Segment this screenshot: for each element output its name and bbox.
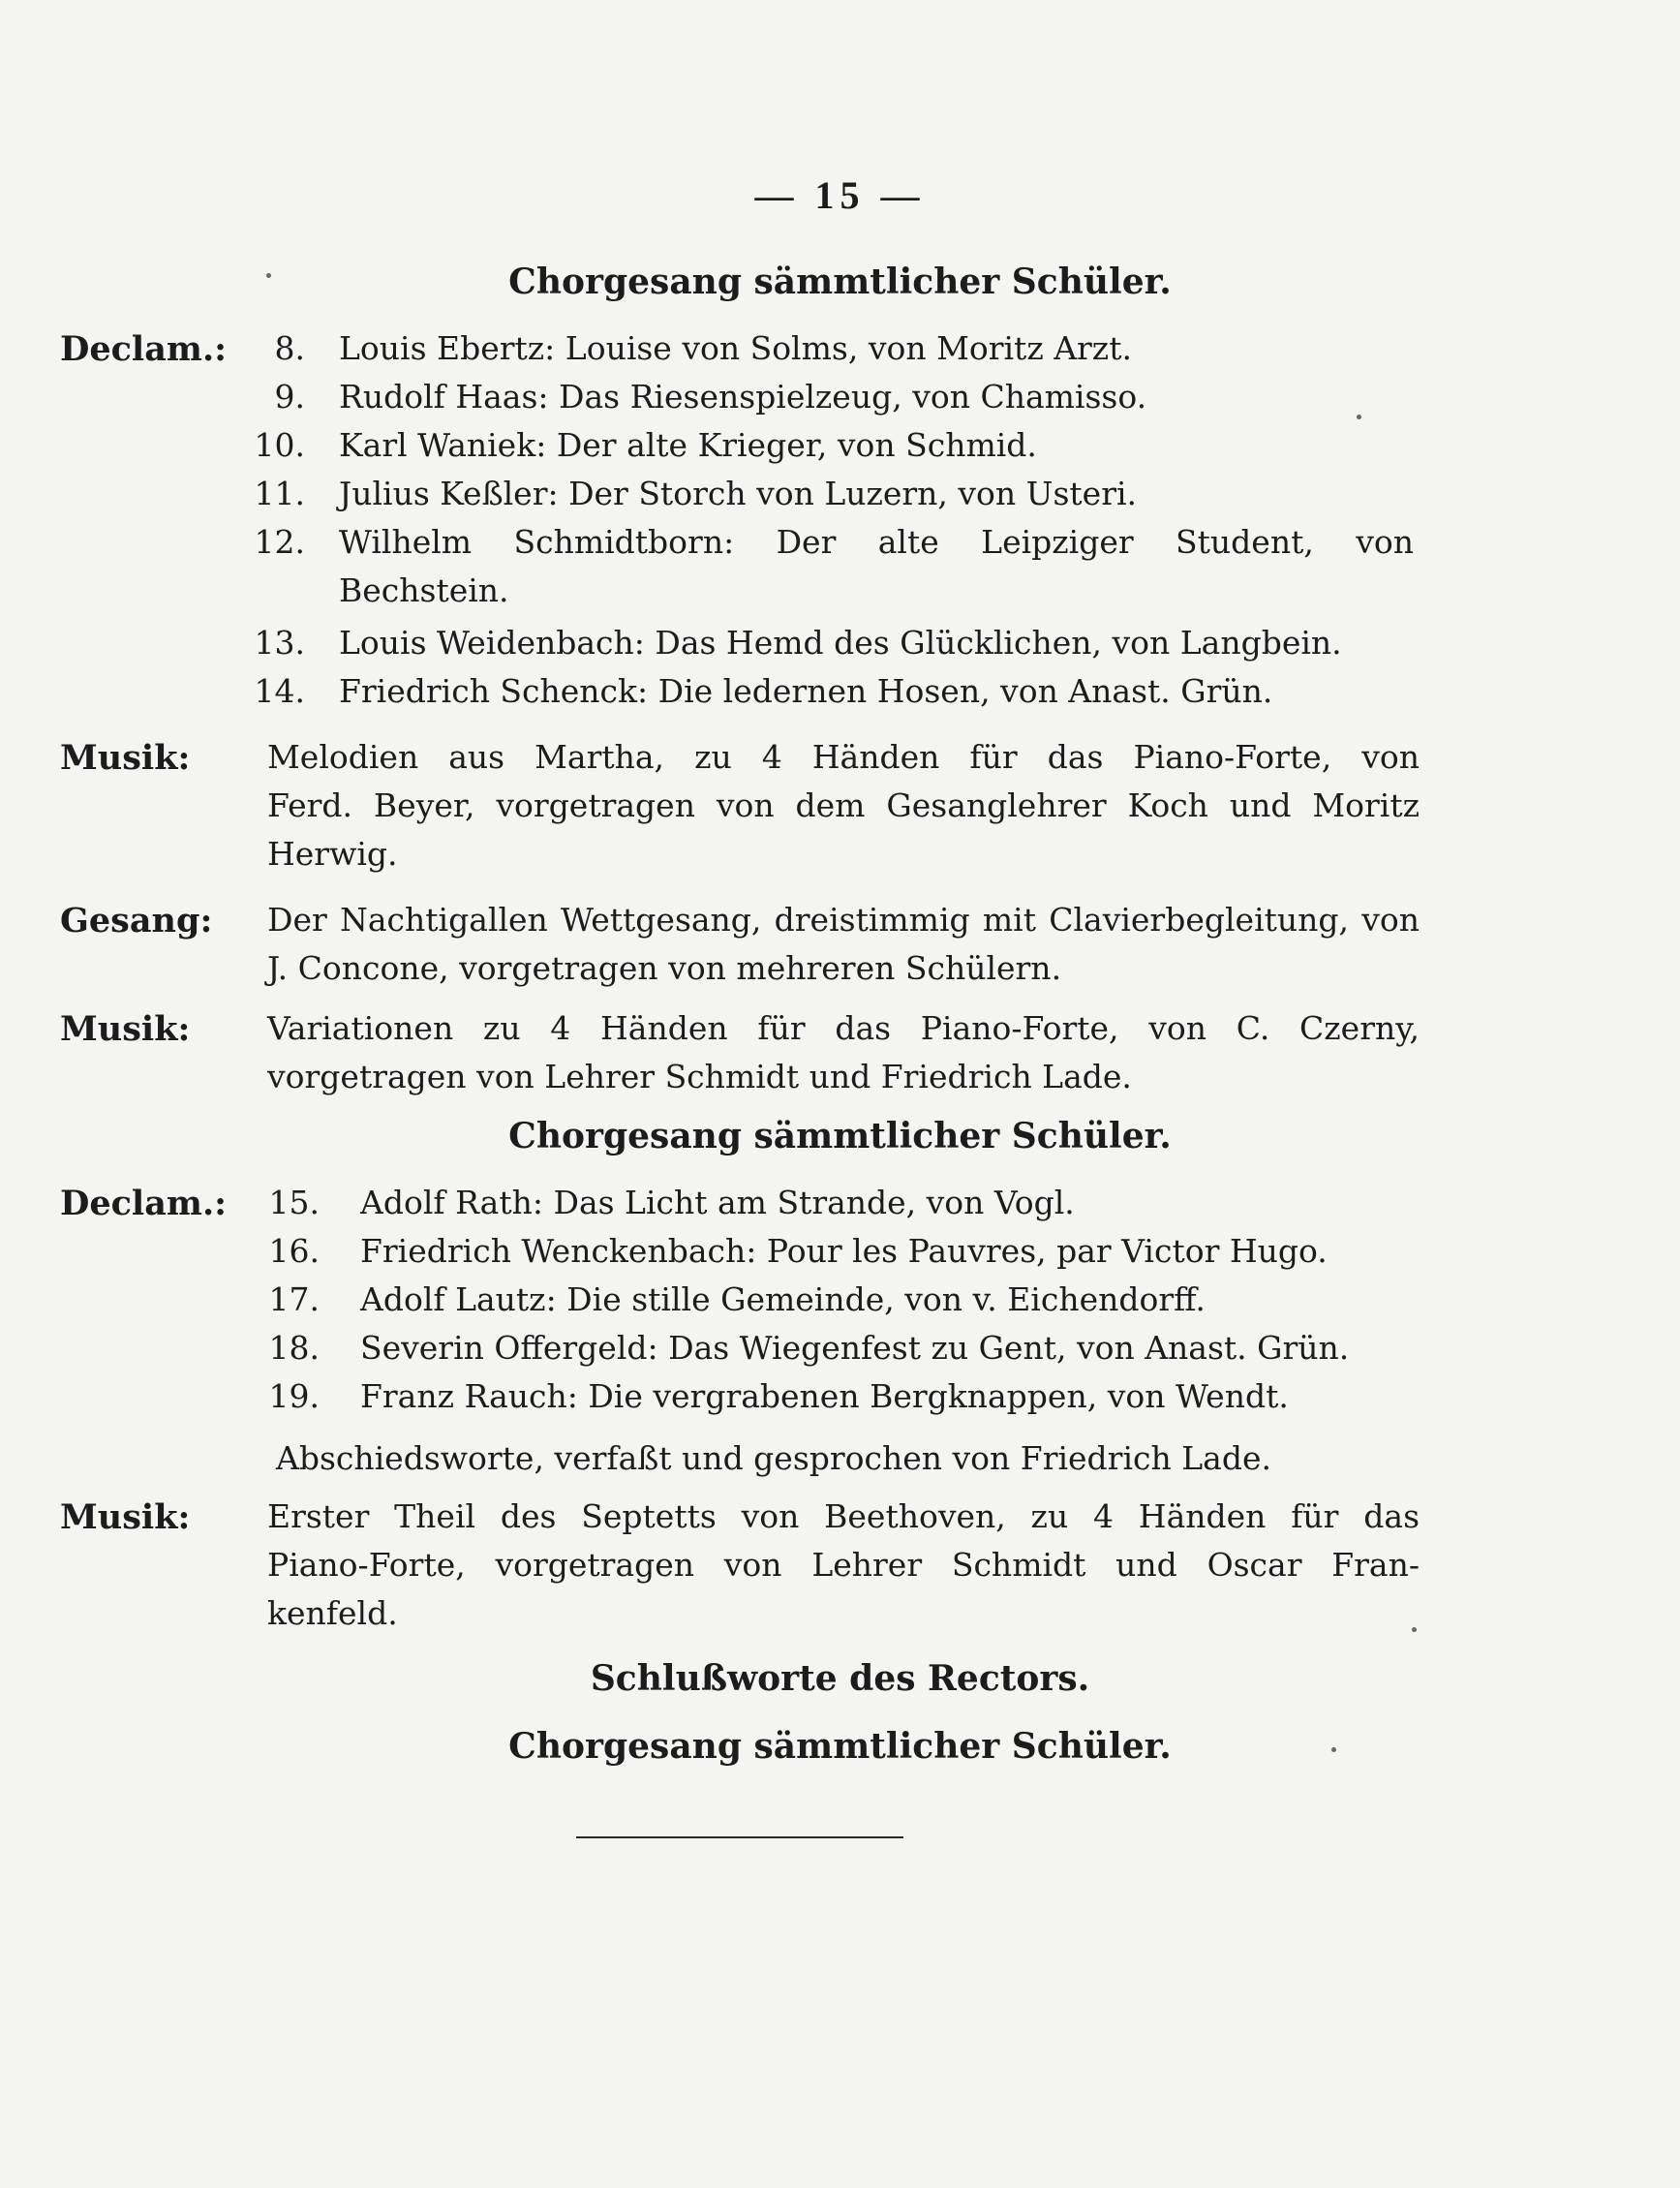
music-1-line-3: Herwig. [267,835,398,873]
declam-row-17: 17. Adolf Lautz: Die stille Gemeinde, von v. Eichendorff. [268,1280,1206,1318]
music-label-2: Musik: [60,1009,191,1049]
music-label-1: Musik: [60,738,191,778]
declam-row-19: 19. Franz Rauch: Die vergrabenen Bergknappen, von Wendt. [268,1377,1289,1415]
print-speck [1331,1747,1336,1752]
page-number: — 15 — [754,173,926,217]
print-speck [1357,415,1361,419]
heading-rector: Schlußworte des Rectors. [590,1658,1090,1699]
song-line-2: J. Concone, vorgetragen von mehreren Schülern. [267,949,1062,987]
declam-row-15: Declam.: 15. Adolf Rath: Das Licht am Strande, von Vogl. [60,1184,1075,1223]
declam-row-8: Declam.: 8. Louis Ebertz: Louise von Solms, von Moritz Arzt. [60,329,1132,369]
declam-row-10: 10. Karl Waniek: Der alte Krieger, von Schmid. [254,426,1037,464]
declam-row-18: 18. Severin Offergeld: Das Wiegenfest zu Gent, von Anast. Grün. [268,1329,1350,1367]
music-3-line-3: kenfeld. [267,1594,398,1632]
music-2-line-1: Musik: Variationen zu 4 Händen für das Piano-Forte, von C. Czerny, [60,1009,1420,1049]
music-1-line-2: Ferd. Beyer, vorgetragen von dem Gesanglehrer Koch und Moritz [267,786,1420,824]
declam-row-13: 13. Louis Weidenbach: Das Hemd des Glücklichen, von Langbein. [254,624,1342,662]
heading-choir-2: Chorgesang sämmtlicher Schüler. [508,1116,1172,1156]
music-2-line-2: vorgetragen von Lehrer Schmidt und Friedrich Lade. [267,1058,1132,1095]
heading-choir-1: Chorgesang sämmtlicher Schüler. [508,262,1172,302]
music-3-line-2: Piano-Forte, vorgetragen von Lehrer Schmidt und Oscar Fran- [267,1546,1420,1584]
declam-row-12-cont: Bechstein. [339,571,509,609]
song-label: Gesang: [60,901,213,940]
heading-choir-3: Chorgesang sämmtlicher Schüler. [508,1726,1172,1767]
declam-row-9: 9. Rudolf Haas: Das Riesenspielzeug, von Chamisso. [274,378,1147,416]
declam-row-12: 12. Wilhelm Schmidtborn: Der alte Leipziger Student, von [254,523,1414,561]
declam-row-16: 16. Friedrich Wenckenbach: Pour les Pauvres, par Victor Hugo. [268,1232,1328,1270]
print-speck [266,273,271,278]
music-1-line-1: Musik: Melodien aus Martha, zu 4 Händen für das Piano-Forte, von [60,738,1420,778]
music-3-line-1: Musik: Erster Theil des Septetts von Beethoven, zu 4 Händen für das [60,1497,1420,1537]
music-label-3: Musik: [60,1497,191,1537]
print-speck [1412,1627,1417,1632]
declam-label-1: Declam.: [60,329,228,369]
declam-row-14: 14. Friedrich Schenck: Die ledernen Hosen, von Anast. Grün. [254,672,1273,710]
farewell-line: Abschiedsworte, verfaßt und gesprochen von Friedrich Lade. [276,1439,1271,1477]
closing-rule [576,1836,903,1838]
declam-row-11: 11. Julius Keßler: Der Storch von Luzern, von Usteri. [254,475,1138,512]
song-line-1: Gesang: Der Nachtigallen Wettgesang, dreistimmig mit Clavierbegleitung, von [60,901,1420,940]
declam-label-2: Declam.: [60,1184,228,1223]
